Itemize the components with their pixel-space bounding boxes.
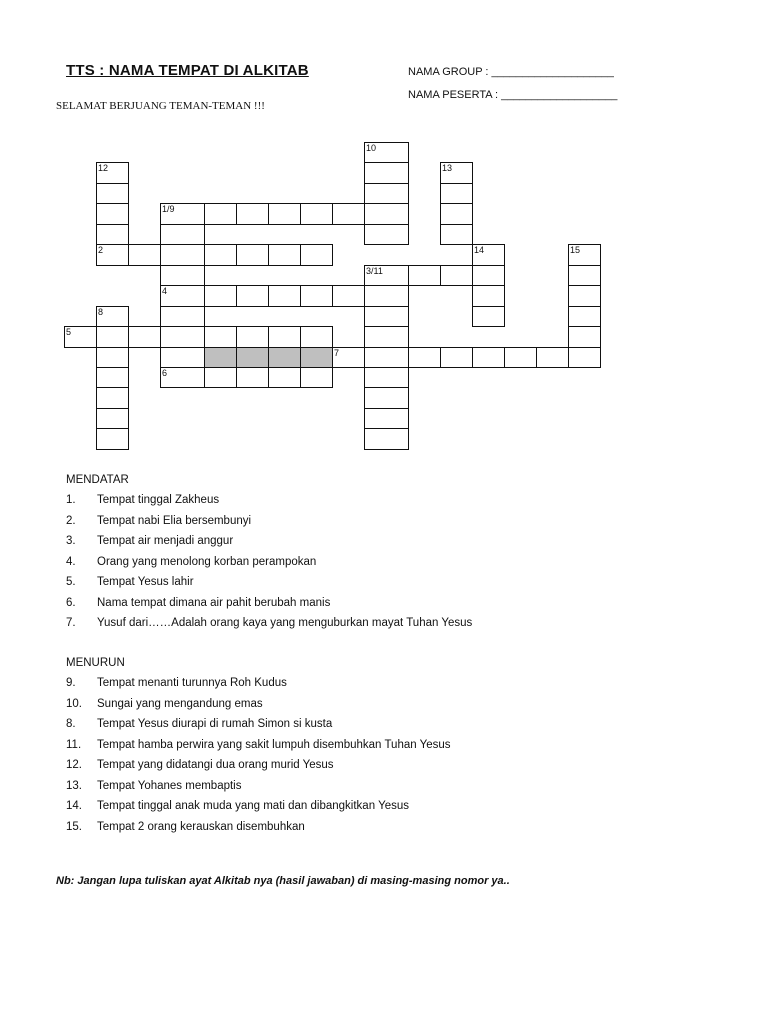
crossword-cell[interactable] <box>204 203 237 225</box>
across-heading: MENDATAR <box>66 474 129 486</box>
crossword-cell[interactable] <box>536 347 569 368</box>
across-clue <box>66 572 726 593</box>
crossword-cell[interactable] <box>440 347 473 368</box>
down-clue <box>66 776 726 797</box>
crossword-cell[interactable] <box>364 142 409 163</box>
crossword-cell[interactable] <box>96 203 129 225</box>
crossword-cell[interactable] <box>160 244 205 266</box>
crossword-cell[interactable] <box>96 306 129 327</box>
clue-number: 7. <box>66 617 76 629</box>
crossword-cell[interactable] <box>204 285 237 307</box>
clue-number: 11. <box>66 738 82 751</box>
clue-text: Sungai yang mengandung emas <box>97 697 263 710</box>
crossword-cell[interactable] <box>236 244 269 266</box>
clue-number: 5. <box>66 576 76 588</box>
clue-number: 10. <box>66 697 82 710</box>
crossword-cell[interactable] <box>472 306 505 327</box>
participant-name-field[interactable]: NAMA PESERTA : ___________________ <box>408 89 618 101</box>
down-clues <box>66 653 726 837</box>
crossword-cell[interactable] <box>568 244 601 266</box>
clue-number-label: 5 <box>66 327 72 337</box>
crossword-cell[interactable] <box>472 285 505 307</box>
clue-number-label: 3/11 <box>366 266 383 276</box>
crossword-cell[interactable] <box>128 244 161 266</box>
shaded-cell <box>204 347 237 368</box>
crossword-cell[interactable] <box>268 203 301 225</box>
crossword-cell[interactable] <box>300 203 333 225</box>
crossword-cell[interactable] <box>160 224 205 245</box>
crossword-cell[interactable] <box>96 326 129 348</box>
clue-number: 1. <box>66 494 76 506</box>
clue-number-label: 13 <box>442 163 453 173</box>
crossword-cell[interactable] <box>268 326 301 348</box>
across-clue <box>66 593 726 614</box>
crossword-cell[interactable] <box>568 326 601 348</box>
crossword-cell[interactable] <box>364 285 409 307</box>
crossword-cell[interactable] <box>300 244 333 266</box>
crossword-cell[interactable] <box>364 428 409 450</box>
clue-text: Nama tempat dimana air pahit berubah manis <box>97 596 331 609</box>
crossword-cell[interactable] <box>332 347 365 368</box>
crossword-cell[interactable] <box>96 224 129 245</box>
clue-number: 4. <box>66 555 76 568</box>
clue-number-label: 1/9 <box>162 204 175 214</box>
crossword-cell[interactable] <box>96 347 129 368</box>
crossword-cell[interactable] <box>236 367 269 388</box>
clue-number-label: 6 <box>162 368 168 378</box>
clue-text: Tempat menanti turunnya Roh Kudus <box>97 677 287 689</box>
crossword-cell[interactable] <box>236 326 269 348</box>
greeting-text: SELAMAT BERJUANG TEMAN-TEMAN !!! <box>56 100 265 112</box>
clue-number: 14. <box>66 800 82 812</box>
crossword-cell[interactable] <box>364 265 409 286</box>
crossword-cell[interactable] <box>364 224 409 245</box>
crossword-cell[interactable] <box>440 224 473 245</box>
footer-note: Nb: Jangan lupa tuliskan ayat Alkitab nya (hasil jawaban) di masing-masing nomor ya.. <box>56 875 510 887</box>
clue-text: Tempat Yesus diurapi di rumah Simon si kusta <box>97 718 333 730</box>
crossword-cell[interactable] <box>472 244 505 266</box>
crossword-cell[interactable] <box>96 408 129 429</box>
shaded-cell <box>300 347 333 368</box>
crossword-cell[interactable] <box>568 306 601 327</box>
clue-number: 13. <box>66 779 82 792</box>
down-clue <box>66 817 726 838</box>
crossword-cell[interactable] <box>504 347 537 368</box>
crossword-cell[interactable] <box>364 162 409 184</box>
clue-text: Tempat air menjadi anggur <box>97 535 234 547</box>
crossword-cell[interactable] <box>204 367 237 388</box>
crossword-cell[interactable] <box>300 367 333 388</box>
crossword-cell[interactable] <box>160 347 205 368</box>
crossword-cell[interactable] <box>568 265 601 286</box>
clue-number: 15. <box>66 820 82 833</box>
clue-number-label: 8 <box>98 307 104 317</box>
down-clue <box>66 673 726 694</box>
clue-number-label: 10 <box>366 143 377 153</box>
shaded-cell <box>268 347 301 368</box>
clue-text: Orang yang menolong korban perampokan <box>97 555 317 568</box>
clue-number-label: 12 <box>98 163 109 173</box>
across-clue <box>66 490 726 511</box>
across-clues <box>66 470 726 634</box>
down-clue <box>66 735 726 756</box>
crossword-cell[interactable] <box>160 265 205 286</box>
crossword-cell[interactable] <box>364 183 409 204</box>
clue-number: 2. <box>66 514 76 527</box>
crossword-cell[interactable] <box>364 387 409 409</box>
down-clue <box>66 755 726 776</box>
crossword-cell[interactable] <box>440 183 473 204</box>
crossword-cell[interactable] <box>268 367 301 388</box>
crossword-cell[interactable] <box>96 387 129 409</box>
clue-number: 3. <box>66 535 76 547</box>
crossword-cell[interactable] <box>440 265 473 286</box>
clue-text: Tempat 2 orang kerauskan disembuhkan <box>97 820 305 833</box>
crossword-cell[interactable] <box>364 347 409 368</box>
across-clue <box>66 511 726 532</box>
across-clue <box>66 613 726 634</box>
crossword-cell[interactable] <box>160 285 205 307</box>
down-clue <box>66 796 726 817</box>
clue-number: 12. <box>66 759 82 771</box>
crossword-cell[interactable] <box>472 347 505 368</box>
across-clue <box>66 531 726 552</box>
clue-text: Tempat Yesus lahir <box>97 576 194 588</box>
crossword-cell[interactable] <box>160 203 205 225</box>
clue-number-label: 15 <box>570 245 581 255</box>
crossword-cell[interactable] <box>440 162 473 184</box>
clue-text: Tempat hamba perwira yang sakit lumpuh disembuhkan Tuhan Yesus <box>97 738 451 751</box>
clue-number: 8. <box>66 718 76 730</box>
clue-number: 6. <box>66 596 76 609</box>
crossword-cell[interactable] <box>96 428 129 450</box>
crossword-cell[interactable] <box>332 203 365 225</box>
crossword-cell[interactable] <box>300 285 333 307</box>
crossword-cell[interactable] <box>204 326 237 348</box>
clue-number-label: 4 <box>162 286 168 296</box>
across-clue <box>66 552 726 573</box>
crossword-cell[interactable] <box>408 265 441 286</box>
down-clue <box>66 694 726 715</box>
crossword-cell[interactable] <box>236 285 269 307</box>
group-name-field[interactable]: NAMA GROUP : ____________________ <box>408 66 614 78</box>
crossword-cell[interactable] <box>364 367 409 388</box>
crossword-cell[interactable] <box>332 285 365 307</box>
crossword-cell[interactable] <box>472 265 505 286</box>
clue-number-label: 7 <box>334 348 340 358</box>
crossword-cell[interactable] <box>236 203 269 225</box>
crossword-cell[interactable] <box>96 244 129 266</box>
clue-number: 9. <box>66 677 76 689</box>
down-clue <box>66 714 726 735</box>
crossword-cell[interactable] <box>160 367 205 388</box>
worksheet-title: TTS : NAMA TEMPAT DI ALKITAB <box>66 62 309 79</box>
crossword-cell[interactable] <box>204 244 237 266</box>
crossword-cell[interactable] <box>64 326 97 348</box>
crossword-grid <box>0 0 768 470</box>
crossword-cell[interactable] <box>96 367 129 388</box>
crossword-cell[interactable] <box>440 203 473 225</box>
clue-text: Tempat nabi Elia bersembunyi <box>97 514 252 527</box>
crossword-cell[interactable] <box>160 306 205 327</box>
crossword-cell[interactable] <box>408 347 441 368</box>
clue-text: Tempat tinggal anak muda yang mati dan dibangkitkan Yesus <box>97 800 409 812</box>
crossword-cell[interactable] <box>268 244 301 266</box>
crossword-cell[interactable] <box>96 183 129 204</box>
shaded-cell <box>236 347 269 368</box>
crossword-cell[interactable] <box>128 326 161 348</box>
crossword-cell[interactable] <box>364 306 409 327</box>
crossword-cell[interactable] <box>300 326 333 348</box>
crossword-cell[interactable] <box>268 285 301 307</box>
crossword-cell[interactable] <box>568 285 601 307</box>
clue-text: Yusuf dari……Adalah orang kaya yang menguburkan mayat Tuhan Yesus <box>97 617 473 629</box>
clue-number-label: 14 <box>474 245 485 255</box>
clue-text: Tempat Yohanes membaptis <box>97 779 242 792</box>
clue-text: Tempat yang didatangi dua orang murid Yesus <box>97 759 334 771</box>
crossword-cell[interactable] <box>160 326 205 348</box>
crossword-cell[interactable] <box>364 203 409 225</box>
clue-text: Tempat tinggal Zakheus <box>97 494 220 506</box>
crossword-cell[interactable] <box>96 162 129 184</box>
down-heading: MENURUN <box>66 657 125 669</box>
crossword-cell[interactable] <box>568 347 601 368</box>
crossword-cell[interactable] <box>364 326 409 348</box>
clue-number-label: 2 <box>98 245 104 255</box>
crossword-cell[interactable] <box>364 408 409 429</box>
